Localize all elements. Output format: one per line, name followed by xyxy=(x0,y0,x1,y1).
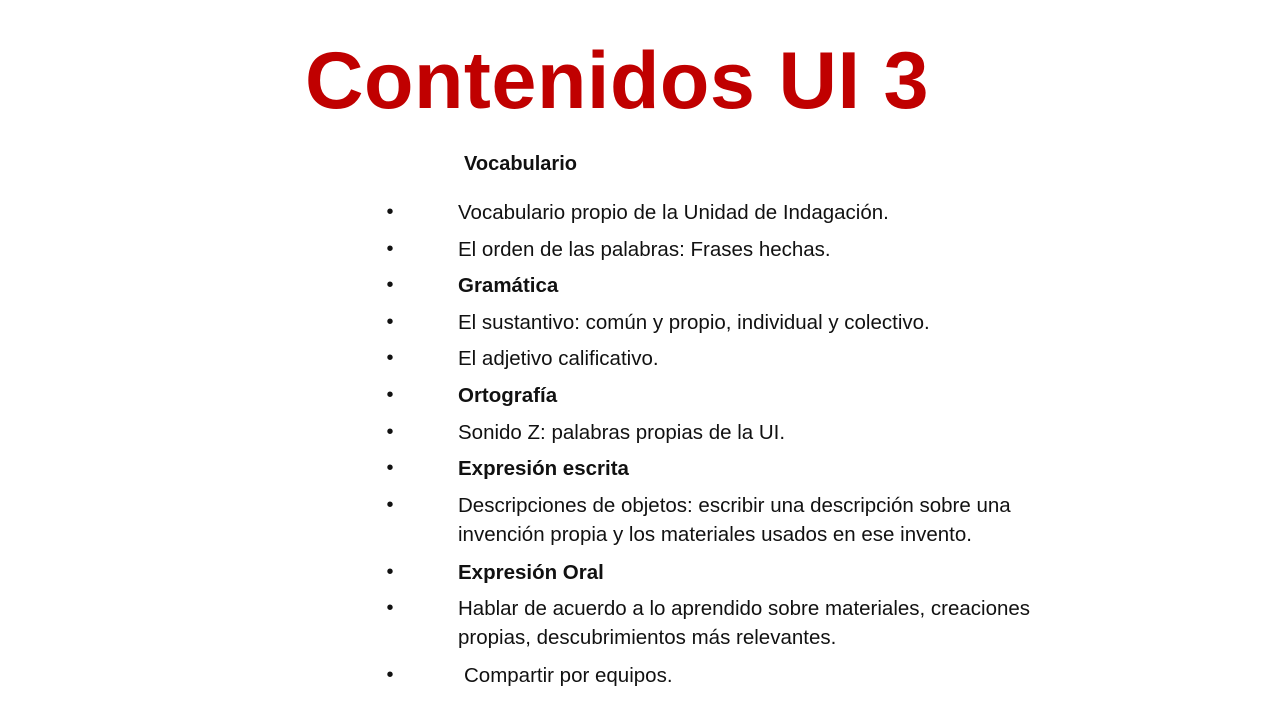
bullet-icon: • xyxy=(386,201,394,223)
list-item-text: Expresión Oral xyxy=(458,560,604,584)
list-item-text: El orden de las palabras: Frases hechas. xyxy=(458,237,831,261)
section-heading-expresion-oral xyxy=(384,558,1084,587)
list-item xyxy=(384,491,1084,549)
section-heading-ortografia xyxy=(384,381,1084,410)
list-item xyxy=(384,235,1084,264)
subheading-vocabulario: Vocabulario xyxy=(464,153,577,175)
list-item-text: Sonido Z: palabras propias de la UI. xyxy=(458,420,786,444)
slide-title: Contenidos UI 3 xyxy=(304,36,930,126)
bullet-icon: • xyxy=(386,383,394,406)
content-bullet-list xyxy=(384,198,1084,698)
list-item xyxy=(384,198,1084,227)
bullet-icon: • xyxy=(386,560,394,583)
bullet-icon: • xyxy=(386,347,394,370)
section-heading-expresion-escrita xyxy=(384,454,1084,483)
bullet-icon: • xyxy=(386,457,394,480)
list-item-text: Ortografía xyxy=(458,383,558,407)
section-heading-gramatica xyxy=(384,271,1084,300)
list-item-text: Descripciones de objetos: escribir una descripción sobre una invención propia y los materiales usados en ese invento. xyxy=(458,493,1011,546)
bullet-icon: • xyxy=(386,420,394,443)
bullet-icon: • xyxy=(386,664,394,687)
list-item xyxy=(384,344,1084,373)
bullet-icon: • xyxy=(386,493,394,516)
list-item-text: Expresión escrita xyxy=(458,457,629,481)
bullet-icon: • xyxy=(386,597,394,620)
list-item xyxy=(384,308,1084,337)
list-item-text: El sustantivo: común y propio, individual y colectivo. xyxy=(458,310,930,334)
list-item-text: El adjetivo calificativo. xyxy=(458,347,659,371)
bullet-icon: • xyxy=(386,310,394,333)
bullet-icon: • xyxy=(386,237,394,260)
list-item xyxy=(384,594,1084,652)
list-item-text: Compartir por equipos. xyxy=(464,664,673,688)
list-item-text: Gramática xyxy=(458,274,559,298)
list-item xyxy=(384,418,1084,447)
list-item xyxy=(384,661,1084,690)
list-item-text: Hablar de acuerdo a lo aprendido sobre materiales, creaciones propias, descubrimientos más relevantes. xyxy=(458,597,1031,650)
bullet-icon: • xyxy=(386,274,394,297)
list-item-text: Vocabulario propio de la Unidad de Indagación. xyxy=(458,201,889,224)
